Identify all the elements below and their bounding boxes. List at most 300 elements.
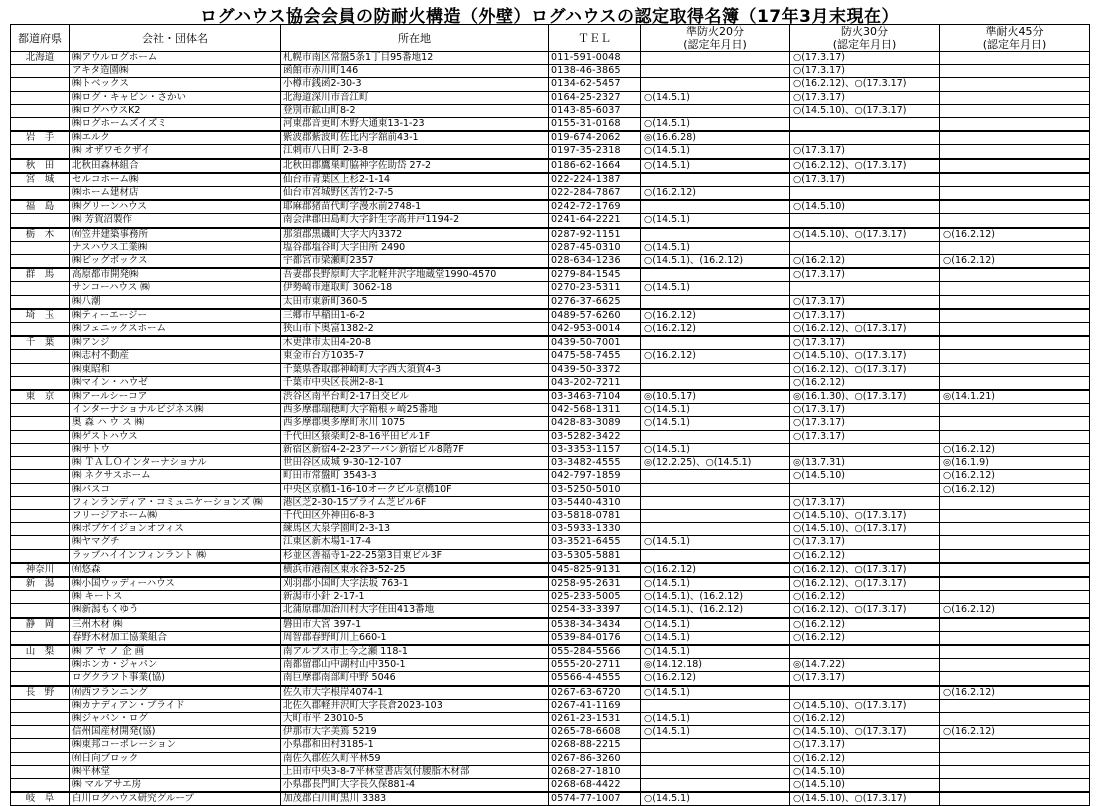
prefecture-cell <box>11 726 70 739</box>
cert-45min-cell <box>940 417 1090 430</box>
prefecture-cell: 岐 阜 <box>11 792 70 806</box>
cert-45min-cell <box>940 577 1090 591</box>
tel-cell: 025-233-5005 <box>549 591 641 604</box>
address-cell: 三郷市早稲田1-6-2 <box>281 309 549 323</box>
header-address: 所在地 <box>281 25 549 52</box>
table-row <box>11 131 1090 145</box>
cert-20min-cell <box>641 52 790 65</box>
prefecture-cell <box>11 376 70 390</box>
tel-cell: 0539-84-0176 <box>549 631 641 645</box>
company-cell: ㈱平林堂 <box>70 765 281 778</box>
cert-45min-cell <box>940 78 1090 91</box>
prefecture-cell <box>11 430 70 443</box>
company-cell: ㈱アンジ <box>70 336 281 350</box>
company-cell: ㈲笠井建築事務所 <box>70 228 281 242</box>
table-row <box>11 699 1090 712</box>
tel-cell: 0267-41-1169 <box>549 699 641 712</box>
tel-cell: 0186-62-1664 <box>549 159 641 173</box>
cert-45min-cell <box>940 712 1090 725</box>
prefecture-cell <box>11 536 70 549</box>
tel-cell: 03-3463-7104 <box>549 390 641 404</box>
cert-30min-cell: ○(16.2.12) <box>790 618 940 632</box>
prefecture-cell <box>11 91 70 104</box>
cert-30min-cell: ○(16.2.12)、○(17.3.17) <box>790 563 940 577</box>
address-cell: 磐田市大宮 397-1 <box>281 618 549 632</box>
prefecture-cell <box>11 752 70 765</box>
cert-20min-cell <box>641 228 790 242</box>
cert-45min-cell: ○(16.2.12) <box>940 686 1090 700</box>
cert-45min-cell <box>940 591 1090 604</box>
cert-30min-cell: ◎(14.7.22) <box>790 659 940 672</box>
cert-45min-cell: ○(16.2.12) <box>940 255 1090 269</box>
address-cell: 新宿区新宿4-2-23アーバン新宿ビル8階7F <box>281 443 549 456</box>
header-company: 会社・団体名 <box>70 25 281 52</box>
tel-cell: 03-3482-4555 <box>549 457 641 470</box>
address-cell: 周智郡春野町川上660-1 <box>281 631 549 645</box>
address-cell: 仙台市青葉区上杉2-1-14 <box>281 173 549 187</box>
table-row <box>11 536 1090 549</box>
cert-45min-cell <box>940 739 1090 752</box>
cert-30min-cell: ○(17.3.17) <box>790 496 940 509</box>
cert-45min-cell <box>940 404 1090 417</box>
company-cell: アキタ造園㈱ <box>70 65 281 78</box>
cert-20min-cell: ○(14.5.1)、(16.2.12) <box>641 255 790 269</box>
tel-cell: 0254-33-3397 <box>549 604 641 618</box>
company-cell: ㈱志村不動産 <box>70 350 281 363</box>
company-cell: ㈱ゲストハウス <box>70 430 281 443</box>
tel-cell: 011-591-0048 <box>549 52 641 65</box>
cert-30min-cell: ○(16.2.12) <box>790 631 940 645</box>
cert-20min-cell: ○(16.2.12) <box>641 323 790 337</box>
cert-30min-cell <box>790 483 940 496</box>
tel-cell: 0287-92-1151 <box>549 228 641 242</box>
company-cell: ㈱ マルアサエ房 <box>70 778 281 792</box>
cert-30min-cell: ○(17.3.17) <box>790 145 940 159</box>
company-cell: ㈱ ＴＡＬＯインターナショナル <box>70 457 281 470</box>
address-cell: 刈羽郡小国町大字法坂 763-1 <box>281 577 549 591</box>
cert-20min-cell <box>641 778 790 792</box>
company-cell: ㈱カナディアン・プライド <box>70 699 281 712</box>
address-cell: 伊那市大字美篶 5219 <box>281 726 549 739</box>
company-cell: ㈱ボブケイジョンオフィス <box>70 523 281 536</box>
company-cell: ㈱東邦コーポレーション <box>70 739 281 752</box>
document-title: ログハウス協会会員の防耐火構造（外壁）ログハウスの認定取得名簿（17年3月末現在） <box>200 7 899 27</box>
tel-cell: 0428-83-3089 <box>549 417 641 430</box>
prefecture-cell <box>11 350 70 363</box>
table-row <box>11 295 1090 309</box>
cert-20min-cell: ○(14.5.1) <box>641 712 790 725</box>
prefecture-cell: 静 岡 <box>11 618 70 632</box>
cert-30min-cell: ○(16.2.12) <box>790 549 940 563</box>
cert-20min-cell: ○(14.5.1) <box>641 536 790 549</box>
table-row <box>11 686 1090 700</box>
cert-30min-cell: ○(14.5.10)、○(17.3.17) <box>790 523 940 536</box>
cert-30min-cell: ○(16.2.12)、○(17.3.17) <box>790 78 940 91</box>
prefecture-cell <box>11 712 70 725</box>
table-row <box>11 645 1090 659</box>
cert-20min-cell: ◎(10.5.17) <box>641 390 790 404</box>
cert-20min-cell <box>641 363 790 376</box>
table-row <box>11 255 1090 269</box>
tel-cell: 0164-25-2327 <box>549 91 641 104</box>
cert-30min-cell: ○(16.2.12)、○(17.3.17) <box>790 577 940 591</box>
cert-30min-cell <box>790 686 940 700</box>
cert-45min-cell: ○(16.2.12) <box>940 443 1090 456</box>
cert-45min-cell <box>940 659 1090 672</box>
tel-cell: 0538-34-3434 <box>549 618 641 632</box>
company-cell: ㈱ログ・キャビン・さかい <box>70 91 281 104</box>
prefecture-cell <box>11 604 70 618</box>
cert-45min-cell <box>940 295 1090 309</box>
prefecture-cell: 神奈川 <box>11 563 70 577</box>
prefecture-cell <box>11 187 70 201</box>
cert-20min-cell <box>641 752 790 765</box>
address-cell: 河東郡音更町木野大通東13-1-23 <box>281 118 549 132</box>
tel-cell: 0439-50-7001 <box>549 336 641 350</box>
cert-20min-cell <box>641 739 790 752</box>
cert-30min-cell: ○(17.3.17) <box>790 295 940 309</box>
cert-20min-cell: ○(14.5.1) <box>641 241 790 254</box>
tel-cell: 0242-72-1769 <box>549 200 641 214</box>
cert-20min-cell <box>641 200 790 214</box>
tel-cell: 0155-31-0168 <box>549 118 641 132</box>
tel-cell: 042-568-1311 <box>549 404 641 417</box>
cert-20min-cell: ○(14.5.1) <box>641 577 790 591</box>
cert-30min-cell <box>790 241 940 254</box>
company-cell: 高原都市開発㈱ <box>70 268 281 282</box>
cert-30min-cell: ○(16.2.12) <box>790 591 940 604</box>
cert-20min-cell <box>641 549 790 563</box>
cert-30min-cell: ○(14.5.10)、○(17.3.17) <box>790 726 940 739</box>
tel-cell: 022-284-7867 <box>549 187 641 201</box>
company-cell: ㈱アウルログホーム <box>70 52 281 65</box>
cert-20min-cell: ○(14.5.1) <box>641 686 790 700</box>
cert-30min-cell: ○(17.3.17) <box>790 404 940 417</box>
company-cell: 春野木材加工協業組合 <box>70 631 281 645</box>
tel-cell: 0241-64-2221 <box>549 214 641 228</box>
prefecture-cell: 東 京 <box>11 390 70 404</box>
header-tel: ＴＥＬ <box>549 25 641 52</box>
prefecture-cell <box>11 631 70 645</box>
address-cell: 小県郡長門町大字長久保881-4 <box>281 778 549 792</box>
address-cell: 上田市中央3-8-7平林堂書店気付腰脂木材部 <box>281 765 549 778</box>
address-cell: 江東区新木場1-17-4 <box>281 536 549 549</box>
cert-30min-cell: ○(14.5.10)、○(17.3.17) <box>790 350 940 363</box>
cert-20min-cell <box>641 496 790 509</box>
prefecture-cell: 岩 手 <box>11 131 70 145</box>
cert-20min-cell <box>641 483 790 496</box>
company-cell: サンコーハウス ㈱ <box>70 282 281 295</box>
cert-20min-cell: ○(16.2.12) <box>641 309 790 323</box>
company-cell: 奥 森 ハ ウ ス ㈱ <box>70 417 281 430</box>
cert-20min-cell <box>641 65 790 78</box>
table-row <box>11 78 1090 91</box>
cert-45min-cell <box>940 699 1090 712</box>
tel-cell: 0268-88-2215 <box>549 739 641 752</box>
tel-cell: 0143-85-6037 <box>549 104 641 117</box>
address-cell: 北海道深川市音江町 <box>281 91 549 104</box>
table-row <box>11 430 1090 443</box>
address-cell: 紫波郡紫波町佐比内字舘前43-1 <box>281 131 549 145</box>
header-cert-30min-sub: (認定年月日) <box>832 38 897 51</box>
address-cell: 太田市東新町360-5 <box>281 295 549 309</box>
company-cell: ㈱グリーンハウス <box>70 200 281 214</box>
prefecture-cell <box>11 672 70 686</box>
company-cell: ㈱ オザワモクザイ <box>70 145 281 159</box>
cert-30min-cell <box>790 214 940 228</box>
table-row <box>11 282 1090 295</box>
address-cell: 耶麻郡猪苗代町字漫水前2748-1 <box>281 200 549 214</box>
cert-30min-cell <box>790 443 940 456</box>
table-row <box>11 104 1090 117</box>
cert-20min-cell <box>641 430 790 443</box>
cert-30min-cell: ○(17.3.17) <box>790 336 940 350</box>
table-row <box>11 173 1090 187</box>
prefecture-cell: 北海道 <box>11 52 70 65</box>
cert-20min-cell <box>641 509 790 522</box>
cert-30min-cell: ○(17.3.17) <box>790 536 940 549</box>
cert-20min-cell: ◎(14.12.18) <box>641 659 790 672</box>
cert-20min-cell: ○(16.2.12) <box>641 350 790 363</box>
company-cell: ㈱エルク <box>70 131 281 145</box>
address-cell: 町田市常盤町 3543-3 <box>281 470 549 483</box>
cert-45min-cell <box>940 145 1090 159</box>
address-cell: 宇都宮市梁瀬町2357 <box>281 255 549 269</box>
cert-45min-cell <box>940 523 1090 536</box>
cert-20min-cell: ○(14.5.1) <box>641 726 790 739</box>
cert-45min-cell <box>940 672 1090 686</box>
company-cell: ㈱マイン・ハウゼ <box>70 376 281 390</box>
address-cell: 登別市鉱山町8-2 <box>281 104 549 117</box>
cert-45min-cell <box>940 91 1090 104</box>
cert-30min-cell: ○(14.5.10)、○(17.3.17) <box>790 104 940 117</box>
table-row <box>11 404 1090 417</box>
cert-45min-cell <box>940 131 1090 145</box>
cert-45min-cell <box>940 496 1090 509</box>
cert-45min-cell: ○(16.2.12) <box>940 470 1090 483</box>
address-cell: 那須郡黒磯町大字大内3372 <box>281 228 549 242</box>
table-row <box>11 618 1090 632</box>
cert-30min-cell: ◎(16.1.30)、○(17.3.17) <box>790 390 940 404</box>
table-row <box>11 350 1090 363</box>
cert-45min-cell <box>940 549 1090 563</box>
cert-20min-cell <box>641 104 790 117</box>
cert-45min-cell <box>940 765 1090 778</box>
table-row <box>11 200 1090 214</box>
cert-45min-cell <box>940 104 1090 117</box>
prefecture-cell: 福 島 <box>11 200 70 214</box>
address-cell: 渋谷区南平台町2-17日交ビル <box>281 390 549 404</box>
table-row <box>11 577 1090 591</box>
tel-cell: 042-953-0014 <box>549 323 641 337</box>
table-row <box>11 483 1090 496</box>
cert-45min-cell <box>940 268 1090 282</box>
table-row <box>11 159 1090 173</box>
table-row <box>11 631 1090 645</box>
address-cell: 佐久市大字根岸4074-1 <box>281 686 549 700</box>
cert-30min-cell: ○(17.3.17) <box>790 739 940 752</box>
table-row <box>11 712 1090 725</box>
tel-cell: 0267-86-3260 <box>549 752 641 765</box>
address-cell: 港区芝2-30-15プライム芝ビル6F <box>281 496 549 509</box>
company-cell: ㈲悠森 <box>70 563 281 577</box>
prefecture-cell <box>11 118 70 132</box>
address-cell: 伊勢崎市連取町 3062-18 <box>281 282 549 295</box>
company-cell: ㈱八潮 <box>70 295 281 309</box>
table-row <box>11 214 1090 228</box>
cert-20min-cell <box>641 268 790 282</box>
tel-cell: 05566-4-4555 <box>549 672 641 686</box>
cert-20min-cell: ◎(16.6.28) <box>641 131 790 145</box>
cert-30min-cell: ○(16.2.12) <box>790 712 940 725</box>
tel-cell: 0261-23-1531 <box>549 712 641 725</box>
prefecture-cell: 宮 城 <box>11 173 70 187</box>
prefecture-cell: 千 葉 <box>11 336 70 350</box>
address-cell: 南佐久郡佐久町平林59 <box>281 752 549 765</box>
prefecture-cell: 埼 玉 <box>11 309 70 323</box>
company-cell: ㈲西フランニング <box>70 686 281 700</box>
cert-45min-cell <box>940 159 1090 173</box>
table-row <box>11 187 1090 201</box>
prefecture-cell <box>11 699 70 712</box>
prefecture-cell <box>11 145 70 159</box>
header-prefecture: 都道府県 <box>11 25 70 52</box>
cert-20min-cell: ○(14.5.1) <box>641 145 790 159</box>
address-cell: 千葉市中央区長洲2-8-1 <box>281 376 549 390</box>
address-cell: 北蒲原郡加治川村大字住田413番地 <box>281 604 549 618</box>
prefecture-cell <box>11 496 70 509</box>
tel-cell: 055-284-5566 <box>549 645 641 659</box>
table-row <box>11 145 1090 159</box>
cert-45min-cell: ○(16.2.12) <box>940 228 1090 242</box>
cert-20min-cell <box>641 470 790 483</box>
cert-30min-cell: ○(16.2.12) <box>790 255 940 269</box>
company-cell: 白川ログハウス研究グループ <box>70 792 281 806</box>
tel-cell: 03-3353-1157 <box>549 443 641 456</box>
prefecture-cell <box>11 78 70 91</box>
prefecture-cell: 新 潟 <box>11 577 70 591</box>
header-cert-20min-sub: (認定年月日) <box>683 38 747 51</box>
cert-20min-cell: ○(14.5.1)、(16.2.12) <box>641 604 790 618</box>
address-cell: 函館市赤川町146 <box>281 65 549 78</box>
company-cell: ㈱小国ウッディーハウス <box>70 577 281 591</box>
cert-30min-cell <box>790 645 940 659</box>
address-cell: 札幌市南区常盤5条1丁目95番地12 <box>281 52 549 65</box>
address-cell: 大町市平 23010-5 <box>281 712 549 725</box>
company-cell: 三州木材 ㈱ <box>70 618 281 632</box>
cert-30min-cell: ○(16.2.12) <box>790 752 940 765</box>
company-cell: ㈱サトウ <box>70 443 281 456</box>
address-cell: 小樽市銭函2-30-3 <box>281 78 549 91</box>
company-cell: ㈲日向ブロック <box>70 752 281 765</box>
cert-45min-cell <box>940 52 1090 65</box>
cert-20min-cell: ○(14.5.1) <box>641 91 790 104</box>
cert-45min-cell <box>940 376 1090 390</box>
table-row <box>11 309 1090 323</box>
tel-cell: 028-634-1236 <box>549 255 641 269</box>
prefecture-cell: 秋 田 <box>11 159 70 173</box>
company-cell: ログクラフト事業(協) <box>70 672 281 686</box>
cert-20min-cell: ○(16.2.12) <box>641 563 790 577</box>
cert-30min-cell: ◎(13.7.31) <box>790 457 940 470</box>
address-cell: 木更津市太田4-20-8 <box>281 336 549 350</box>
cert-30min-cell: ○(17.3.17) <box>790 309 940 323</box>
prefecture-cell <box>11 282 70 295</box>
cert-45min-cell: ○(16.2.12) <box>940 726 1090 739</box>
company-cell: ㈱ 芳賀沼製作 <box>70 214 281 228</box>
company-cell: ㈱ ア ヤ ノ 企 画 <box>70 645 281 659</box>
tel-cell: 03-5818-0781 <box>549 509 641 522</box>
address-cell: 塩谷郡塩谷町大字田所 2490 <box>281 241 549 254</box>
table-row <box>11 549 1090 563</box>
cert-30min-cell: ○(17.3.17) <box>790 430 940 443</box>
table-row <box>11 672 1090 686</box>
cert-45min-cell <box>940 430 1090 443</box>
company-cell: ㈱ ネクサスホーム <box>70 470 281 483</box>
table-row <box>11 323 1090 337</box>
address-cell: 北秋田郡鷹巣町脇神字佐助岱 27-2 <box>281 159 549 173</box>
address-cell: 小県郡和田村3185-1 <box>281 739 549 752</box>
prefecture-cell <box>11 323 70 337</box>
prefecture-cell: 群 馬 <box>11 268 70 282</box>
cert-45min-cell: ○(16.2.12) <box>940 483 1090 496</box>
prefecture-cell <box>11 443 70 456</box>
cert-45min-cell <box>940 509 1090 522</box>
header-cert-30min-label: 防火30分 <box>841 25 888 38</box>
prefecture-cell <box>11 404 70 417</box>
company-cell: ラップハイインフィンラント ㈱ <box>70 549 281 563</box>
table-row <box>11 390 1090 404</box>
company-cell: ㈱ヤマグチ <box>70 536 281 549</box>
table-row <box>11 228 1090 242</box>
cert-45min-cell <box>940 200 1090 214</box>
cert-30min-cell: ○(17.3.17) <box>790 91 940 104</box>
cert-20min-cell: ○(16.2.12) <box>641 187 790 201</box>
company-cell: ㈱ログハウスK2 <box>70 104 281 117</box>
cert-20min-cell <box>641 173 790 187</box>
cert-30min-cell: ○(14.5.10) <box>790 200 940 214</box>
address-cell: 南巨摩郡南部町中野 5046 <box>281 672 549 686</box>
company-cell: ㈱ログホームズイズミ <box>70 118 281 132</box>
prefecture-cell <box>11 523 70 536</box>
table-row <box>11 268 1090 282</box>
cert-20min-cell <box>641 336 790 350</box>
company-cell: ㈱ キートス <box>70 591 281 604</box>
tel-cell: 0555-20-2711 <box>549 659 641 672</box>
address-cell: 千葉県香取郡神崎町大字西大須賀4-3 <box>281 363 549 376</box>
table-row <box>11 363 1090 376</box>
tel-cell: 0489-57-6260 <box>549 309 641 323</box>
prefecture-cell <box>11 591 70 604</box>
cert-45min-cell <box>940 645 1090 659</box>
company-cell: ㈱ホンカ・ジャパン <box>70 659 281 672</box>
cert-30min-cell: ○(17.3.17) <box>790 268 940 282</box>
table-row <box>11 336 1090 350</box>
prefecture-cell <box>11 241 70 254</box>
cert-45min-cell <box>940 118 1090 132</box>
cert-45min-cell <box>940 752 1090 765</box>
address-cell: 杉並区善福寺1-22-25第3目東ビル3F <box>281 549 549 563</box>
address-cell: 吾妻郡長野原町大字北軽井沢字地蔵堂1990-4570 <box>281 268 549 282</box>
prefecture-cell <box>11 457 70 470</box>
cert-45min-cell <box>940 173 1090 187</box>
prefecture-cell <box>11 295 70 309</box>
tel-cell: 0270-23-5311 <box>549 282 641 295</box>
cert-20min-cell <box>641 295 790 309</box>
prefecture-cell <box>11 470 70 483</box>
header-cert-45min <box>940 25 1090 52</box>
cert-45min-cell: ◎(16.1.9) <box>940 457 1090 470</box>
